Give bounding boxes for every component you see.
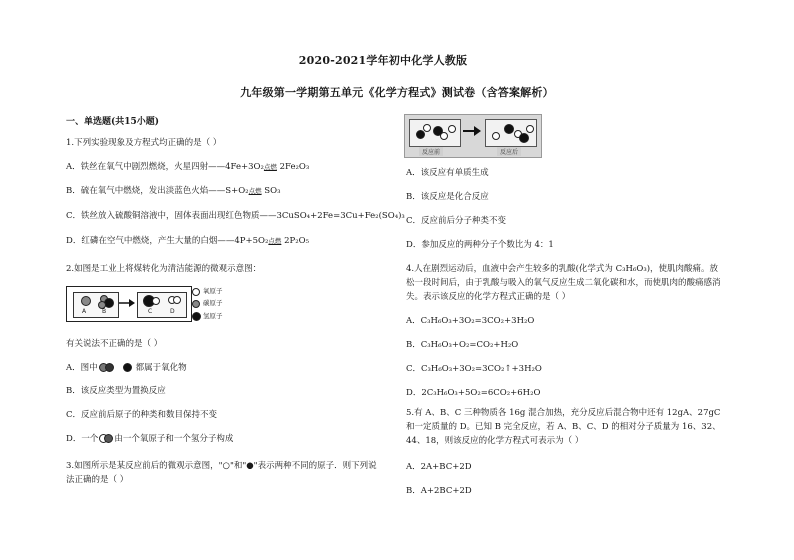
q2-option-a-pre: A．图中: [66, 363, 98, 373]
q4-option-c[interactable]: C．C₃H₆O₃+3O₂=3CO₂↑+3H₂O: [406, 364, 542, 374]
label-b: B: [102, 308, 107, 315]
q3-stem: 3.如图所示是某反应前后的微观示意图，"○"和"●"表示两种不同的原子．则下列说法正确的是（ ）: [66, 461, 377, 485]
q1-option-b-text: B．硫在氧气中燃烧，发出淡蓝色火焰——S+O₂: [66, 186, 249, 196]
legend-oxygen: 氧原子: [203, 287, 223, 295]
molecule-icon: [99, 434, 113, 443]
after-label: 反应后: [497, 147, 521, 156]
document-title-line1: 2020-2021学年初中化学人教版: [298, 54, 468, 67]
q1-option-a-tail: 2Fe₂O₃: [279, 162, 310, 172]
label-d: D: [170, 308, 175, 315]
q5-option-b[interactable]: B．A+2BC+2D: [406, 486, 472, 496]
q2-sub-stem: 有关说法不正确的是（ ）: [66, 339, 163, 349]
condition-mark: 点燃: [263, 163, 277, 171]
q4-option-d[interactable]: D．2C₃H₆O₃+5O₂=6CO₂+6H₂O: [406, 388, 541, 398]
q5-stem: 5.有 A、B、C 三种物质各 16g 混合加热，充分反应后混合物中还有 12gA、27gC 和一定质量的 D。已知 B 完全反应，若 A、B、C、D 的相对分子质量为 16、32、44、18，则该反应的化学方程式可表示为（ ）: [406, 408, 721, 446]
molecule-icon: [99, 363, 121, 372]
condition-mark: 点燃: [268, 237, 282, 245]
molecule-icon: [123, 363, 135, 372]
q2-option-c[interactable]: C．反应前后原子的种类和数目保持不变: [66, 410, 218, 420]
q2-stem: 2.如图是工业上将煤转化为清洁能源的微观示意图：: [66, 264, 262, 274]
q4-option-b[interactable]: B．C₃H₆O₃+O₂=CO₂+H₂O: [406, 340, 519, 350]
right-column: [406, 0, 736, 560]
q2-option-d-post: 由一个氧原子和一个氢分子构成: [114, 434, 234, 444]
q5-option-a[interactable]: A．2A+BC+2D: [406, 462, 472, 472]
left-column-lower: [66, 0, 386, 560]
q2-option-a-post: 都属于氧化物: [135, 363, 187, 373]
q1-option-c[interactable]: C．铁丝放入硫酸铜溶液中，固体表面出现红色物质——3CuSO₄+2Fe=3Cu+Fe₂(SO₄)₃: [66, 211, 405, 221]
section-heading: 一、单选题(共15小题): [66, 117, 160, 127]
q2-option-d[interactable]: [66, 434, 233, 445]
document-title-line2: 九年级第一学期第五单元《化学方程式》测试卷（含答案解析）: [240, 86, 554, 99]
legend-carbon: 碳原子: [203, 299, 223, 307]
q2-option-a[interactable]: [66, 363, 187, 374]
before-label: 反应前: [419, 147, 443, 156]
label-a: A: [82, 308, 87, 315]
q2-option-b[interactable]: B．该反应类型为置换反应: [66, 386, 166, 396]
q3-option-d[interactable]: D．参加反应的两种分子个数比为 4：1: [406, 240, 554, 250]
q2-option-d-pre: D．一个: [66, 434, 99, 444]
q1-option-a-text: A．铁丝在氧气中剧烈燃烧，火星四射——4Fe+3O₂: [66, 162, 264, 172]
q1-option-d-text: D．红磷在空气中燃烧，产生大量的白烟——4P+5O₂: [66, 236, 269, 246]
condition-mark: 点燃: [248, 187, 262, 195]
q1-option-b-tail: SO₃: [264, 186, 281, 196]
q1-option-d-tail: 2P₂O₅: [284, 236, 309, 246]
legend-hydrogen: 氢原子: [203, 312, 223, 320]
q3-option-a[interactable]: A．该反应有单质生成: [406, 168, 489, 178]
q3-option-c[interactable]: C．反应前后分子种类不变: [406, 216, 507, 226]
q3-option-b[interactable]: B．该反应是化合反应: [406, 192, 489, 202]
label-c: C: [148, 308, 153, 315]
q4-stem: 4.人在剧烈运动后，血液中会产生较多的乳酸(化学式为 C₃H₆O₃)，使肌肉酸痛。放松一段时间后，由于乳酸与吸入的氧气反应生成二氧化碳和水，而使肌肉的酸痛感消失。表示该反应的化学方程式正确的是（ ）: [406, 264, 721, 302]
q4-option-a[interactable]: A．C₃H₆O₃+3O₂=3CO₂+3H₂O: [406, 316, 535, 326]
q1-stem: 1.下列实验现象及方程式均正确的是（ ）: [66, 138, 222, 148]
